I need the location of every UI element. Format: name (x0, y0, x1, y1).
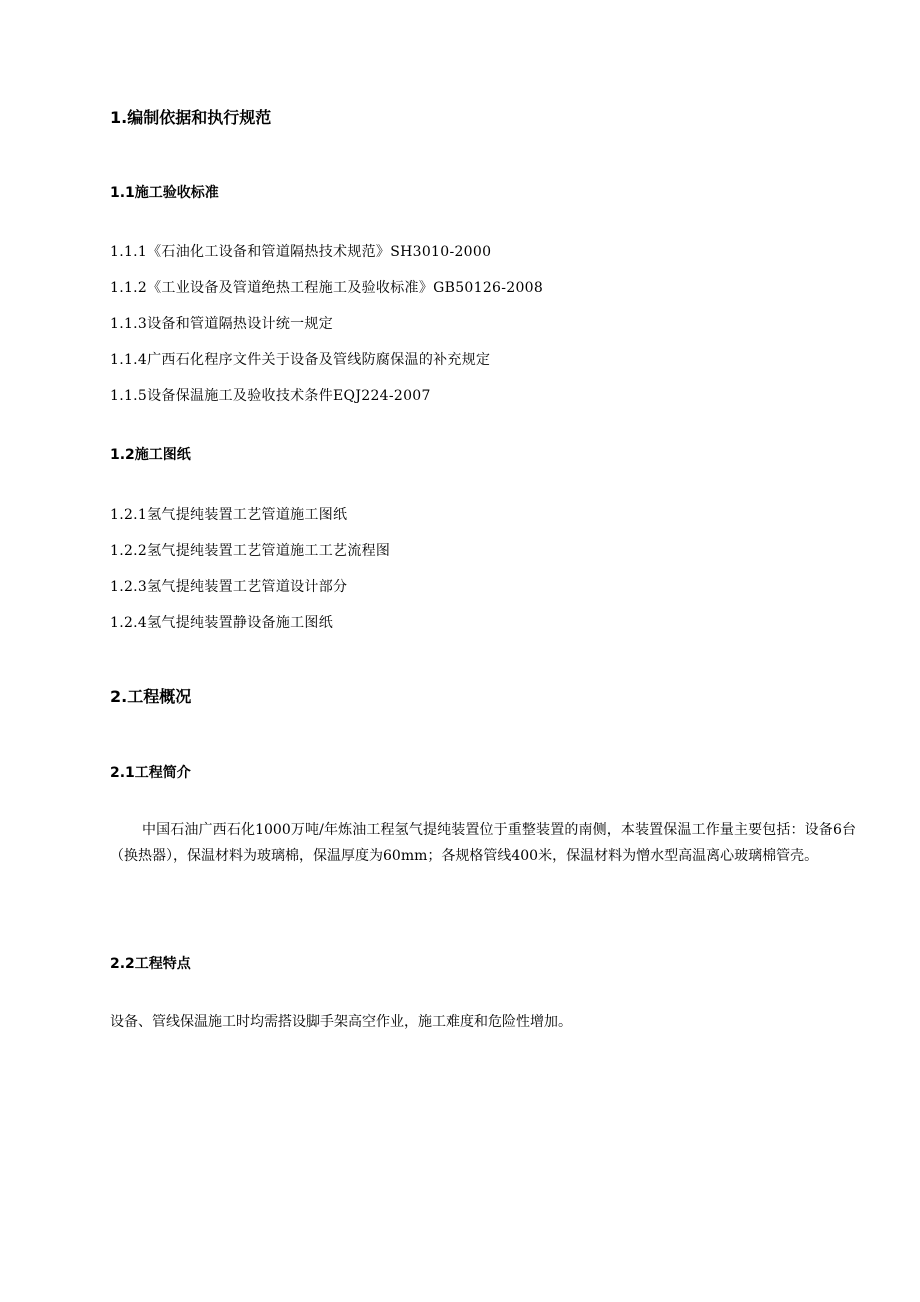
standard-item-3: 1.1.3设备和管道隔热设计统一规定 (110, 316, 334, 332)
drawing-item-2: 1.2.2氢气提纯装置工艺管道施工工艺流程图 (110, 543, 391, 559)
project-features-paragraph: 设备、管线保温施工时均需搭设脚手架高空作业，施工难度和危险性增加。 (110, 1014, 572, 1030)
drawing-item-3: 1.2.3氢气提纯装置工艺管道设计部分 (110, 579, 348, 595)
drawing-item-1: 1.2.1氢气提纯装置工艺管道施工图纸 (110, 507, 348, 523)
standard-item-4: 1.1.4广西石化程序文件关于设备及管线防腐保温的补充规定 (110, 352, 491, 368)
section-2-heading: 2.工程概况 (110, 687, 192, 706)
project-intro-paragraph: 中国石油广西石化1000万吨/年炼油工程氢气提纯装置位于重整装置的南侧，本装置保温工作量主要包括：设备6台（换热器），保温材料为玻璃棉，保温厚度为60mm；各规格管线400米，保温材料为憎水型高温离心玻璃棉管壳。 (110, 822, 856, 864)
section-1-2-heading: 1.2施工图纸 (110, 447, 191, 463)
section-1-1-heading: 1.1施工验收标准 (110, 185, 219, 201)
standard-item-2: 1.1.2《工业设备及管道绝热工程施工及验收标准》GB50126-2008 (110, 280, 544, 296)
section-2-1-heading: 2.1工程简介 (110, 765, 191, 781)
standard-item-5: 1.1.5设备保温施工及验收技术条件EQJ224-2007 (110, 388, 431, 404)
section-1-heading: 1.编制依据和执行规范 (110, 108, 272, 127)
section-2-2-heading: 2.2工程特点 (110, 956, 191, 972)
drawing-item-4: 1.2.4氢气提纯装置静设备施工图纸 (110, 615, 334, 631)
standard-item-1: 1.1.1《石油化工设备和管道隔热技术规范》SH3010-2000 (110, 244, 492, 260)
